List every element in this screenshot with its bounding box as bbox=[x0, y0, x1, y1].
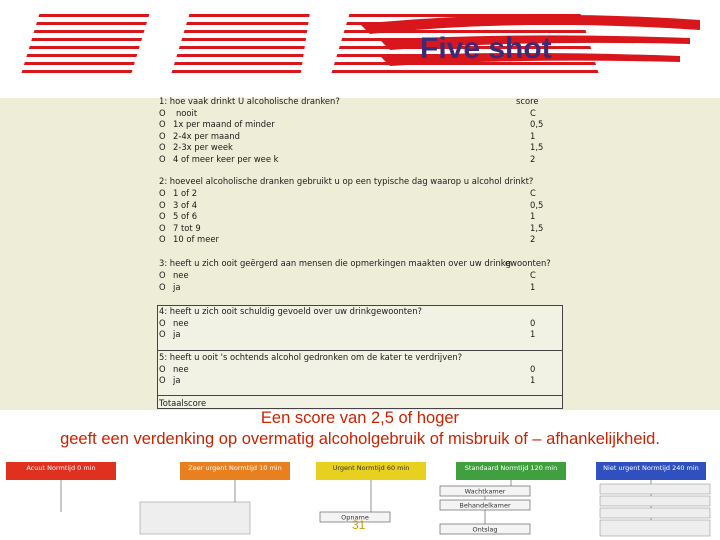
flow-text: Urgent Normtijd 60 min bbox=[332, 464, 410, 472]
conclusion-line-1: Een score van 2,5 of hoger bbox=[260, 409, 460, 427]
q4-option-score: 1 bbox=[530, 329, 536, 339]
q3-option-label: nee bbox=[173, 270, 189, 280]
q2-option-score: 2 bbox=[530, 234, 536, 244]
flow-text: Behandelkamer bbox=[459, 501, 511, 510]
q1-option-bullet[interactable]: O bbox=[159, 142, 166, 152]
score-header: score bbox=[516, 96, 539, 106]
q1-option-label: 1x per maand of minder bbox=[173, 119, 275, 129]
q2-option-label: 7 tot 9 bbox=[173, 222, 201, 233]
q2-option-score: C bbox=[530, 188, 536, 198]
header-banner bbox=[0, 0, 720, 100]
q1-option-score: 1,5 bbox=[530, 142, 544, 152]
conclusion-line-2: geeft een verdenking op overmatig alcoholgebruik of misbruik of – afhankelijkheid. bbox=[60, 430, 660, 448]
q4-option-bullet[interactable]: O bbox=[159, 329, 166, 339]
q1-option-bullet[interactable]: O bbox=[159, 107, 166, 118]
page-number: 31 bbox=[352, 518, 366, 532]
azm-logo bbox=[0, 0, 720, 100]
q2-option-bullet[interactable]: O bbox=[159, 211, 166, 221]
q1-option-score: 0,5 bbox=[530, 119, 544, 129]
q2-option-score: 0,5 bbox=[530, 199, 544, 210]
q4-option-bullet[interactable]: O bbox=[159, 317, 166, 328]
q2-option-label: 10 of meer bbox=[173, 234, 219, 244]
q1-option-label: 2-3x per week bbox=[173, 142, 233, 152]
question-2-title: 2: hoeveel alcoholische dranken gebruikt u op een typische dag waarop u alcohol drinkt? bbox=[159, 176, 534, 186]
q4-option-label: nee bbox=[173, 317, 189, 328]
q1-option-bullet[interactable]: O bbox=[159, 130, 166, 141]
q5-option-label: nee bbox=[173, 363, 189, 374]
q2-option-bullet[interactable]: O bbox=[159, 222, 166, 233]
q1-option-label: nooit bbox=[176, 107, 198, 118]
question-4-title: 4: heeft u zich ooit schuldig gevoeld over uw drinkgewoonten? bbox=[159, 306, 422, 316]
q3-option-bullet[interactable]: O bbox=[159, 270, 166, 280]
flow-text: Acuut Normtijd 0 min bbox=[26, 464, 96, 472]
q2-option-bullet[interactable]: O bbox=[159, 234, 166, 244]
total-score-label: Totaalscore bbox=[159, 398, 207, 408]
flow-text: Wachtkamer bbox=[464, 487, 506, 496]
divider bbox=[157, 350, 563, 351]
q2-option-bullet[interactable]: O bbox=[159, 199, 166, 210]
question-3-title-tail: ewoonten? bbox=[505, 258, 551, 268]
q1-option-score: 1 bbox=[530, 130, 536, 141]
q1-option-bullet[interactable]: O bbox=[159, 119, 166, 129]
q3-option-score: C bbox=[530, 270, 536, 280]
q1-option-score: 2 bbox=[530, 153, 536, 164]
question-1-title: 1: hoe vaak drinkt U alcoholische dranken? bbox=[159, 96, 340, 106]
flow-text: Ontslag bbox=[472, 525, 498, 534]
flow-text: Niet urgent Normtijd 240 min bbox=[603, 464, 699, 472]
q1-option-label: 4 of meer keer per wee k bbox=[173, 153, 279, 164]
slide-title: Five shot bbox=[420, 32, 552, 65]
q1-option-bullet[interactable]: O bbox=[159, 153, 166, 164]
question-3-title: 3: heeft u zich ooit geërgerd aan mensen die opmerkingen maakten over uw drinkg bbox=[159, 258, 511, 268]
q5-option-bullet[interactable]: O bbox=[159, 375, 166, 385]
q3-option-score: 1 bbox=[530, 281, 536, 292]
q1-option-label: 2-4x per maand bbox=[173, 130, 240, 141]
q2-option-score: 1 bbox=[530, 211, 536, 221]
divider bbox=[157, 395, 563, 396]
q5-option-score: 0 bbox=[530, 363, 536, 374]
q2-option-label: 5 of 6 bbox=[173, 211, 198, 221]
q4-option-label: ja bbox=[173, 329, 181, 339]
q3-option-bullet[interactable]: O bbox=[159, 281, 166, 292]
flow-text: Standaard Normtijd 120 min bbox=[464, 464, 558, 472]
q5-option-bullet[interactable]: O bbox=[159, 363, 166, 374]
q5-option-label: ja bbox=[173, 375, 181, 385]
q2-option-label: 1 of 2 bbox=[173, 188, 198, 198]
q3-option-label: ja bbox=[173, 281, 181, 292]
flow-text: Zeer urgent Normtijd 10 min bbox=[188, 464, 282, 472]
q4-option-score: 0 bbox=[530, 317, 536, 328]
flow-text: Opname bbox=[341, 513, 369, 522]
q5-option-score: 1 bbox=[530, 375, 536, 385]
q2-option-bullet[interactable]: O bbox=[159, 188, 166, 198]
q1-option-score: C bbox=[530, 107, 536, 118]
q2-option-score: 1,5 bbox=[530, 222, 544, 233]
question-5-title: 5: heeft u ooit 's ochtends alcohol gedronken om de kater te verdrijven? bbox=[159, 352, 463, 362]
q2-option-label: 3 of 4 bbox=[173, 199, 198, 210]
